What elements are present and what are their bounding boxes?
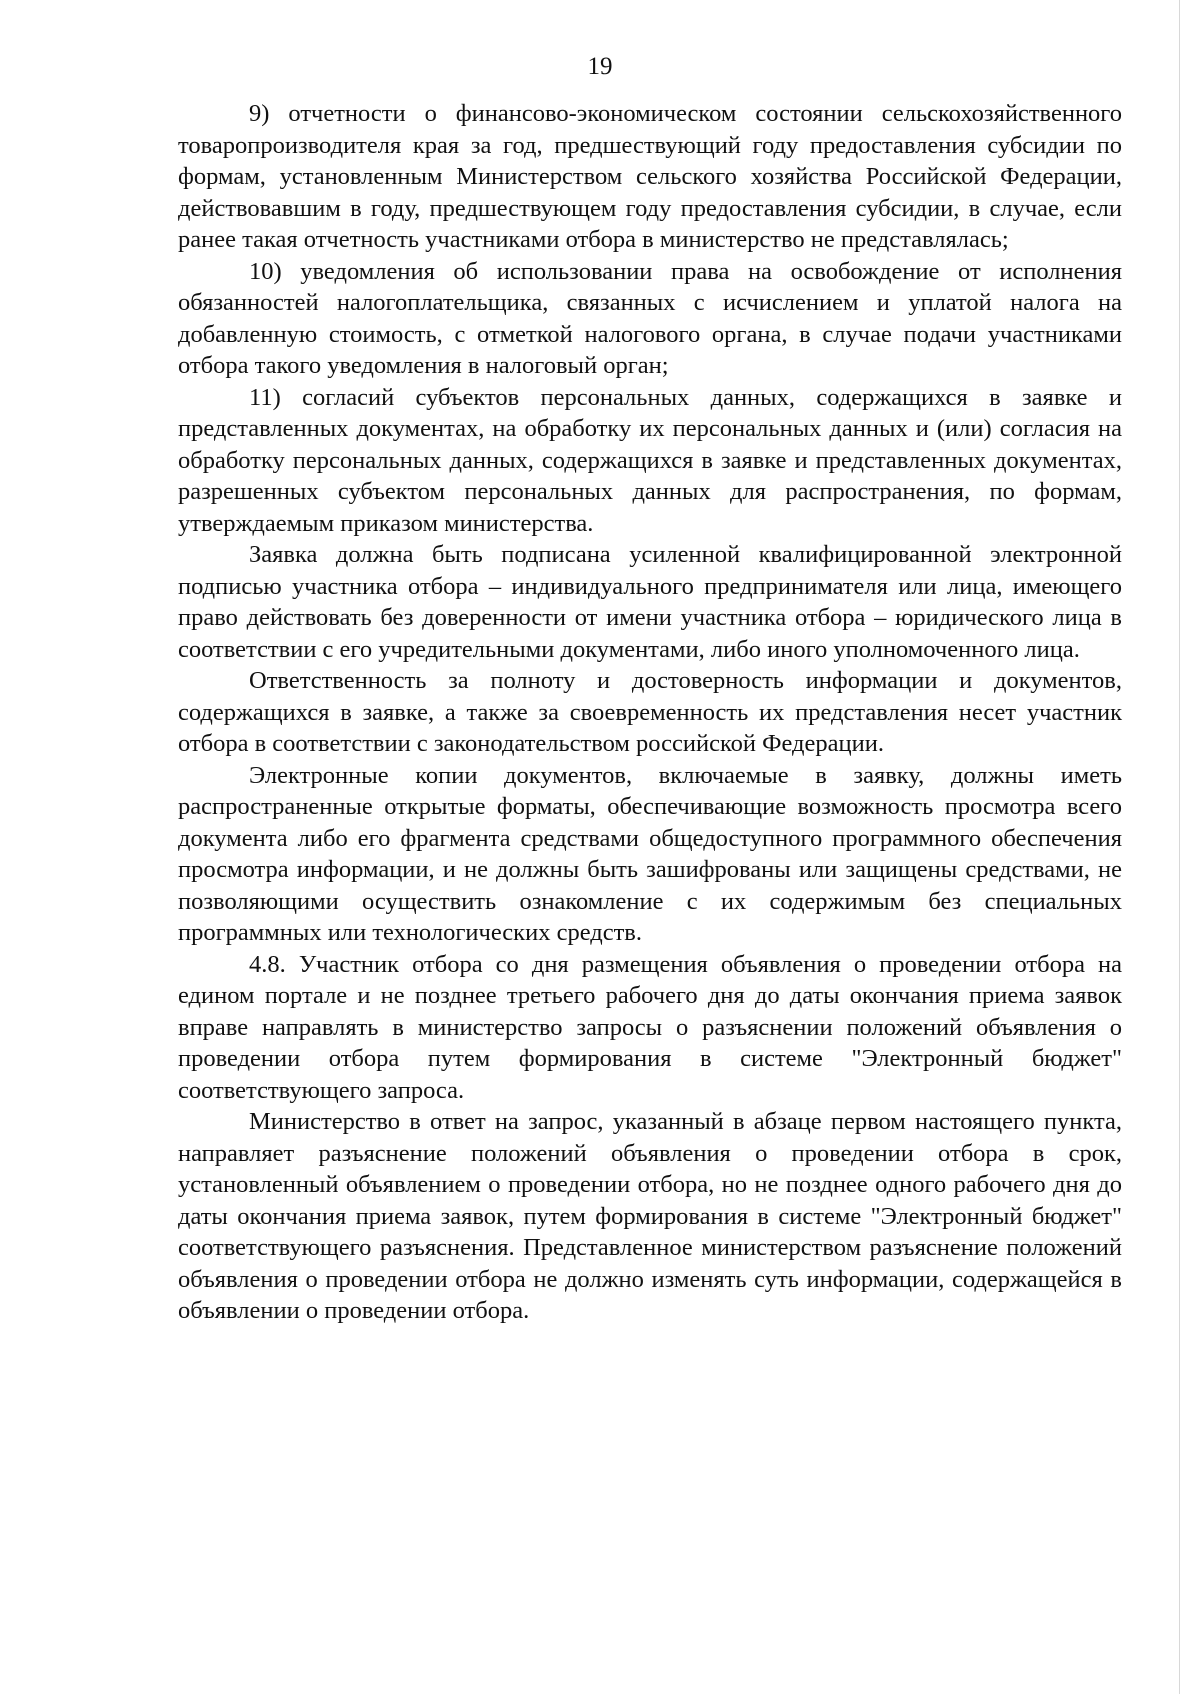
paragraph-signature-requirement: Заявка должна быть подписана усиленной квалифицированной электронной подписью участника отбора – индивидуального предпринимателя или лица, имеющего право действовать без доверенности от имени участника отбора – юридического лица в соответствии с его учредительными документами, либо иного уполномоченного лица.: [178, 541, 1122, 663]
page-number: 19: [587, 53, 613, 80]
paragraph-ministry-response: Министерство в ответ на запрос, указанный в абзаце первом настоящего пункта, направляет разъяснение положений объявления о проведении отбора в срок, установленный объявлением о проведении отбора, но не позднее одного рабочего дня до даты окончания приема заявок, путем формирования в системе "Электронный бюджет" соответствующего разъяснения. Представленное министерством разъяснение положений объявления о проведении отбора не должно изменять суть информации, содержащейся в объявлении о проведении отбора.: [178, 1108, 1122, 1324]
paragraph-responsibility: Ответственность за полноту и достоверность информации и документов, содержащихся в заявке, а также за своевременность их представления несет участник отбора в соответствии с законодательством российской Федерации.: [178, 667, 1122, 757]
document-body: [178, 98, 1122, 1327]
paragraph-item-11: 11) согласий субъектов персональных данных, содержащихся в заявке и представленных документах, на обработку их персональных данных и (или) согласия на обработку персональных данных, содержащихся в заявке и представленных документах, разрешенных субъектом персональных данных для распространения, по формам, утверждаемым приказом министерства.: [178, 383, 1122, 537]
paragraph-electronic-copies: Электронные копии документов, включаемые в заявку, должны иметь распространенные открытые форматы, обеспечивающие возможность просмотра всего документа либо его фрагмента средствами общедоступного программного обеспечения просмотра информации, и не должны быть зашифрованы или защищены средствами, не позволяющими осуществить ознакомление с их содержимым без специальных программных или технологических средств.: [178, 761, 1122, 946]
paragraph-item-9: 9) отчетности о финансово-экономическом состоянии сельскохозяйственного товаропроизводителя края за год, предшествующий году предоставления субсидии по формам, установленным Министерством сельского хозяйства Российской Федерации, действовавшим в году, предшествующем году предоставления субсидии, в случае, если ранее такая отчетность участниками отбора в министерство не представлялась;: [178, 100, 1122, 253]
scan-edge-line: [1179, 0, 1180, 1694]
paragraph-item-10: 10) уведомления об использовании права на освобождение от исполнения обязанностей налогоплательщика, связанных с исчислением и уплатой налога на добавленную стоимость, с отметкой налогового органа, в случае подачи участниками отбора такого уведомления в налоговый орган;: [178, 257, 1122, 379]
paragraph-section-4-8: 4.8. Участник отбора со дня размещения объявления о проведении отбора на едином портале и не позднее третьего рабочего дня до даты окончания приема заявок вправе направлять в министерство запросы о разъяснении положений объявления о проведении отбора путем формирования в системе "Электронный бюджет" соответствующего запроса.: [178, 950, 1122, 1104]
